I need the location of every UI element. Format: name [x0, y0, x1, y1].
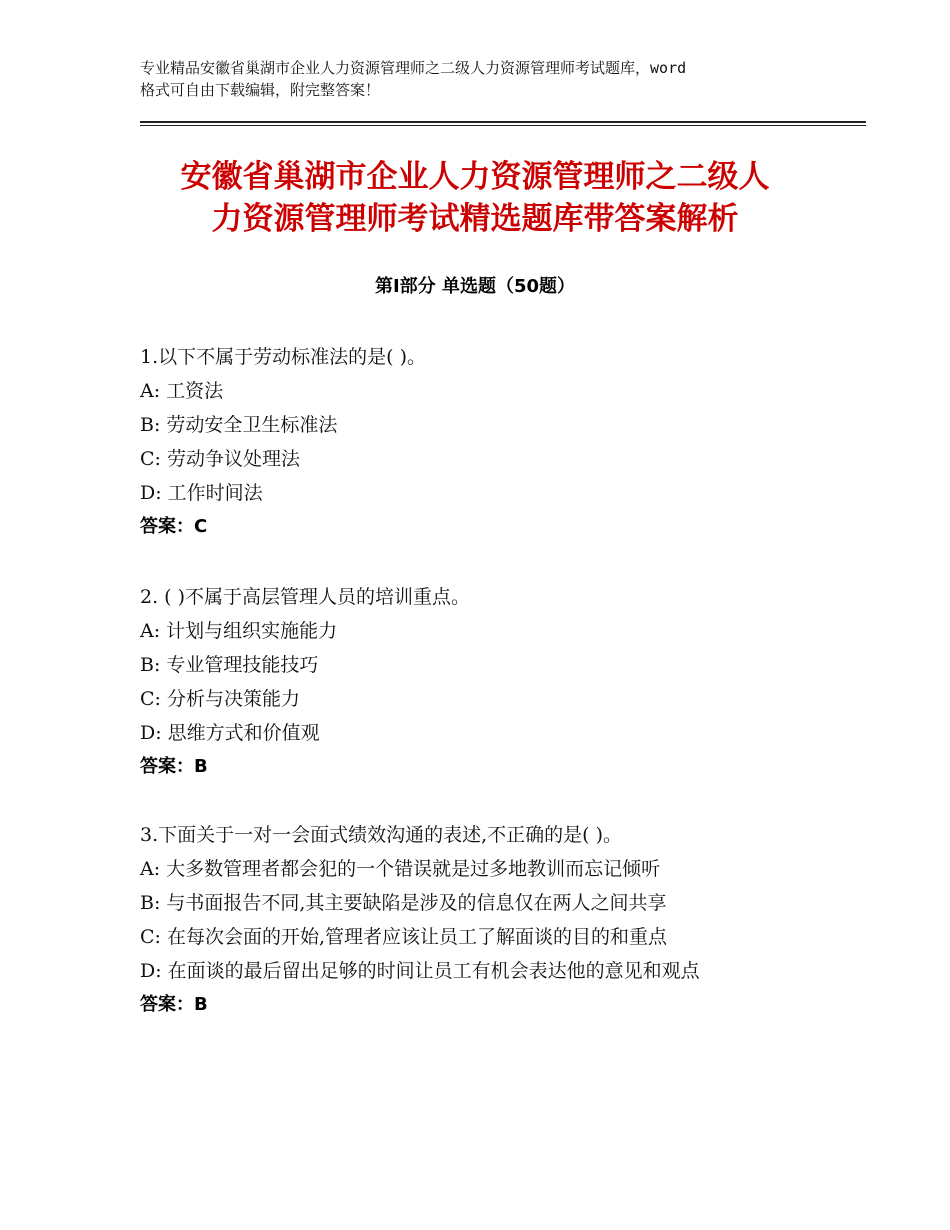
option-c: C: 在每次会面的开始,管理者应该让员工了解面谈的目的和重点 [140, 926, 668, 948]
header-note-line-1: 专业精品安徽省巢湖市企业人力资源管理师之二级人力资源管理师考试题库，word [140, 59, 687, 77]
question-1 [140, 340, 840, 544]
option-d: D: 在面谈的最后留出足够的时间让员工有机会表达他的意见和观点 [140, 960, 700, 982]
question-stem: 1.以下不属于劳动标准法的是( )。 [140, 346, 426, 368]
answer-line: 答案：B [140, 756, 208, 777]
document-title [100, 156, 850, 240]
option-a: A: 计划与组织实施能力 [140, 620, 338, 642]
section-heading: 第Ⅰ部分 单选题（50题） [374, 276, 575, 297]
option-d: D: 工作时间法 [140, 482, 263, 504]
header-divider-thick [140, 121, 866, 123]
option-c: C: 劳动争议处理法 [140, 448, 300, 470]
option-b: B: 与书面报告不同,其主要缺陷是涉及的信息仅在两人之间共享 [140, 892, 667, 914]
header-note [140, 57, 840, 101]
question-3 [140, 818, 840, 1022]
document-title-line-1: 安徽省巢湖市企业人力资源管理师之二级人 [180, 159, 770, 195]
question-stem: 3.下面关于一对一会面式绩效沟通的表述,不正确的是( )。 [140, 824, 623, 846]
option-a: A: 大多数管理者都会犯的一个错误就是过多地教训而忘记倾听 [140, 858, 661, 880]
answer-line: 答案：C [140, 516, 208, 537]
option-c: C: 分析与决策能力 [140, 688, 300, 710]
option-d: D: 思维方式和价值观 [140, 722, 320, 744]
document-title-line-2: 力资源管理师考试精选题库带答案解析 [211, 201, 739, 237]
answer-line: 答案：B [140, 994, 208, 1015]
header-note-line-2: 格式可自由下载编辑，附完整答案！ [140, 81, 381, 99]
header-divider-thin [140, 125, 866, 126]
option-b: B: 劳动安全卫生标准法 [140, 414, 338, 436]
question-stem: 2. ( )不属于高层管理人员的培训重点。 [140, 586, 471, 608]
option-b: B: 专业管理技能技巧 [140, 654, 319, 676]
option-a: A: 工资法 [140, 380, 224, 402]
question-2 [140, 580, 840, 784]
